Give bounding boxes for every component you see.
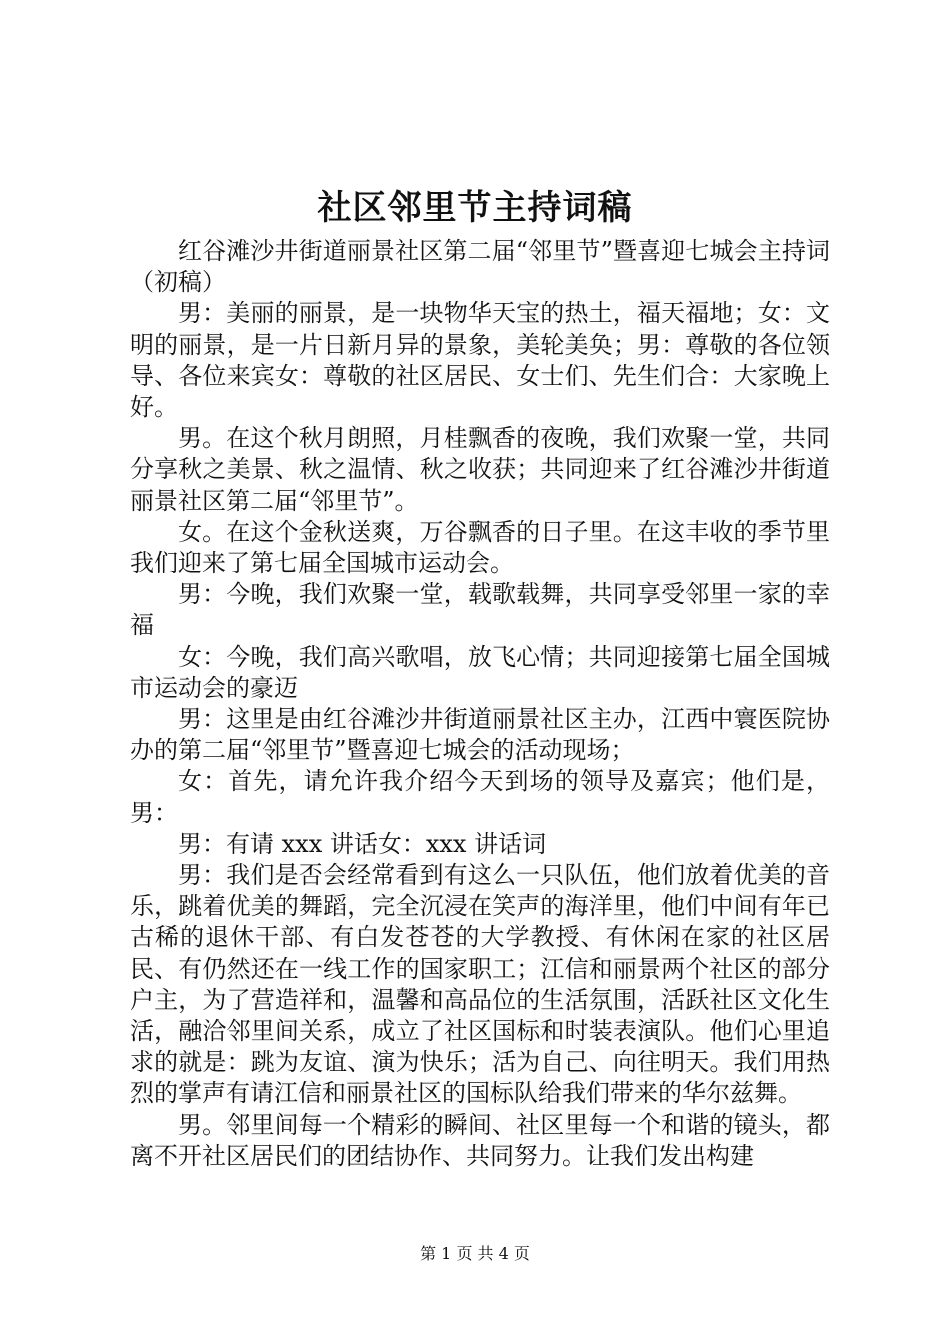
paragraph: 男。在这个秋月朗照，月桂飘香的夜晚，我们欢聚一堂，共同分享秋之美景、秋之温情、秋之收获；共同迎来了红谷滩沙井街道丽景社区第二届“邻里节”。: [130, 424, 830, 515]
paragraph: 男：有请 xxx 讲话女：xxx 讲话词: [178, 829, 547, 858]
paragraph: 男：我们是否会经常看到有这么一只队伍，他们放着优美的音乐，跳着优美的舞蹈，完全沉浸在笑声的海洋里，他们中间有年已古稀的退休干部、有白发苍苍的大学教授、有休闲在家的社区居民、有仍然还在一线工作的国家职工；江信和丽景两个社区的部分户主，为了营造祥和，温馨和高品位的生活氛围，活跃社区文化生活，融洽邻里间关系，成立了社区国标和时装表演队。他们心里追求的就是：跳为友谊、演为快乐；活为自己、向往明天。我们用热烈的掌声有请江信和丽景社区的国标队给我们带来的华尔兹舞。: [130, 861, 830, 1108]
paragraph: 红谷滩沙井街道丽景社区第二届“邻里节”暨喜迎七城会主持词（初稿）: [130, 237, 830, 297]
paragraph: 男：美丽的丽景，是一块物华天宝的热土，福天福地；女：文明的丽景，是一片日新月异的景象，美轮美奂；男：尊敬的各位领导、各位来宾女：尊敬的社区居民、女士们、先生们合：大家晚上好。: [130, 299, 830, 422]
paragraph: 男：这里是由红谷滩沙井街道丽景社区主办，江西中寰医院协办的第二届“邻里节”暨喜迎七城会的活动现场；: [130, 705, 830, 765]
paragraph: 男。邻里间每一个精彩的瞬间、社区里每一个和谐的镜头，都离不开社区居民们的团结协作、共同努力。让我们发出构建: [130, 1110, 830, 1170]
document-body: [130, 236, 830, 1172]
paragraph: 女：今晚，我们高兴歌唱，放飞心情；共同迎接第七届全国城市运动会的豪迈: [130, 642, 830, 702]
document-title: 社区邻里节主持词稿: [317, 188, 633, 228]
paragraph: 女。在这个金秋送爽，万谷飘香的日子里。在这丰收的季节里我们迎来了第七届全国城市运动会。: [130, 517, 830, 578]
paragraph: 男：今晚，我们欢聚一堂，载歌载舞，共同享受邻里一家的幸福: [130, 580, 830, 640]
page-number-footer: 第 1 页 共 4 页: [420, 1244, 530, 1263]
paragraph: 女：首先，请允许我介绍今天到场的领导及嘉宾；他们是，男：: [130, 767, 830, 827]
